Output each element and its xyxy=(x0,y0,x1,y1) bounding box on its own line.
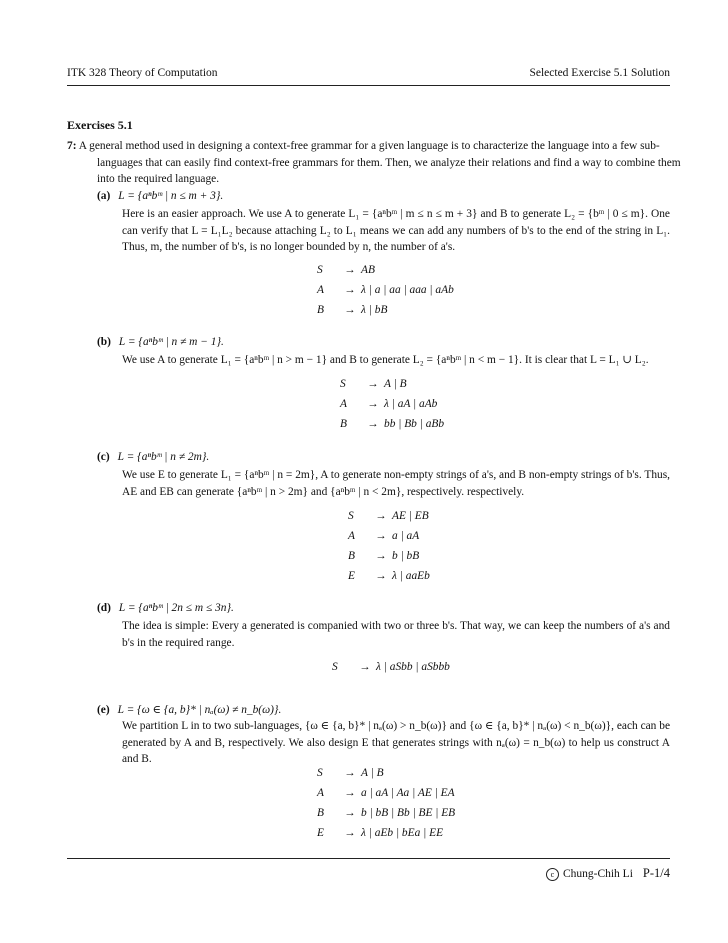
footer xyxy=(546,866,670,881)
grammar-rule: A → a | aA xyxy=(348,530,420,542)
part-c-statement: L = {aⁿbᵐ | n ≠ 2m}. xyxy=(117,451,210,463)
footer-rule xyxy=(67,858,670,859)
part-b-label: (b) xyxy=(97,336,111,348)
page-number: P-1/4 xyxy=(642,866,670,880)
part-b-heading xyxy=(97,336,224,348)
grammar-rule: S → AE | EB xyxy=(348,510,429,522)
part-e-statement: L = {ω ∈ {a, b}* | nₐ(ω) ≠ n_b(ω)}. xyxy=(117,704,282,716)
part-a-heading xyxy=(97,190,223,202)
part-d-heading xyxy=(97,602,234,614)
part-c-explanation: We use E to generate L₁ = {aⁿbᵐ | n = 2m}, A to generate non-empty strings of a's, and B non-empty strings of b's. Thus, AE and EB can generate {aⁿbᵐ | n > 2m} and {aⁿbᵐ | n < 2m}, respectively. respectively. xyxy=(122,469,670,498)
part-e-label: (e) xyxy=(97,704,110,716)
grammar-rule: S → λ | aSbb | aSbbb xyxy=(332,661,450,673)
grammar-rule: S → A | B xyxy=(317,767,384,779)
exercise-intro xyxy=(67,138,700,188)
section-title: Exercises 5.1 xyxy=(67,118,133,132)
part-a-explanation: Here is an easier approach. We use A to generate L₁ = {aⁿbᵐ | m ≤ n ≤ m + 3} and B to generate L₂ = {bᵐ | 0 ≤ m}. One can verify that L = L₁L₂ because attaching L₂ to L₁ means we can add any numbers of b's to the end of the string in L₁. Thus, m, the number of b's, is no longer bounded by n, the number of a's. xyxy=(122,208,670,253)
part-b-statement: L = {aⁿbᵐ | n ≠ m − 1}. xyxy=(118,336,224,348)
part-d-explanation: The idea is simple: Every a generated is companied with two or three b's. That way, we can keep the numbers of a's and b's in the required range. xyxy=(122,620,670,649)
grammar-rule: B → λ | bB xyxy=(317,304,388,316)
grammar-rule: A → λ | aA | aAb xyxy=(340,398,438,410)
grammar-rule: A → a | aA | Aa | AE | EA xyxy=(317,787,455,799)
grammar-rule: E → λ | aEb | bEa | EE xyxy=(317,827,444,839)
part-e-heading xyxy=(97,702,281,716)
grammar-rule: S → AB xyxy=(317,264,375,276)
part-a-statement: L = {aⁿbᵐ | n ≤ m + 3}. xyxy=(118,190,224,202)
grammar-rule: S → A | B xyxy=(340,378,407,390)
part-d-statement: L = {aⁿbᵐ | 2n ≤ m ≤ 3n}. xyxy=(118,602,234,614)
exercise-intro-text: A general method used in designing a context-free grammar for a given language is to characterize the language into a few sub-languages that can easily find context-free grammars for them. Then, we analyze their relations and find a way to combine them into the required language. xyxy=(78,140,681,185)
grammar-rule: B → bb | Bb | aBb xyxy=(340,418,445,430)
grammar-rule: E → λ | aaEb xyxy=(348,570,430,582)
copyright-icon: c xyxy=(546,868,559,881)
part-b-explanation: We use A to generate L₁ = {aⁿbᵐ | n > m − 1} and B to generate L₂ = {aⁿbᵐ | n < m − 1}. It is clear that L = L₁ ∪ L₂. xyxy=(122,354,649,366)
grammar-rule: B → b | bB | Bb | BE | EB xyxy=(317,807,456,819)
part-a-label: (a) xyxy=(97,190,111,202)
part-c-label: (c) xyxy=(97,451,110,463)
header-left: ITK 328 Theory of Computation xyxy=(67,67,218,79)
part-d-label: (d) xyxy=(97,602,111,614)
footer-author: Chung-Chih Li xyxy=(562,868,633,880)
header-rule xyxy=(67,85,670,86)
part-e-explanation: We partition L in to two sub-languages, {ω ∈ {a, b}* | nₐ(ω) > n_b(ω)} and {ω ∈ {a, b}* | nₐ(ω) < n_b(ω)}, each can be generated by A and B, respectively. We also design E that generates strings with nₐ(ω) = n_b(ω) to help us construct A and B. xyxy=(122,720,670,765)
header-right: Selected Exercise 5.1 Solution xyxy=(529,67,670,79)
grammar-rule: B → b | bB xyxy=(348,550,420,562)
grammar-rule: A → λ | a | aa | aaa | aAb xyxy=(317,284,454,296)
exercise-number: 7: xyxy=(67,140,77,152)
part-c-heading xyxy=(97,451,209,463)
